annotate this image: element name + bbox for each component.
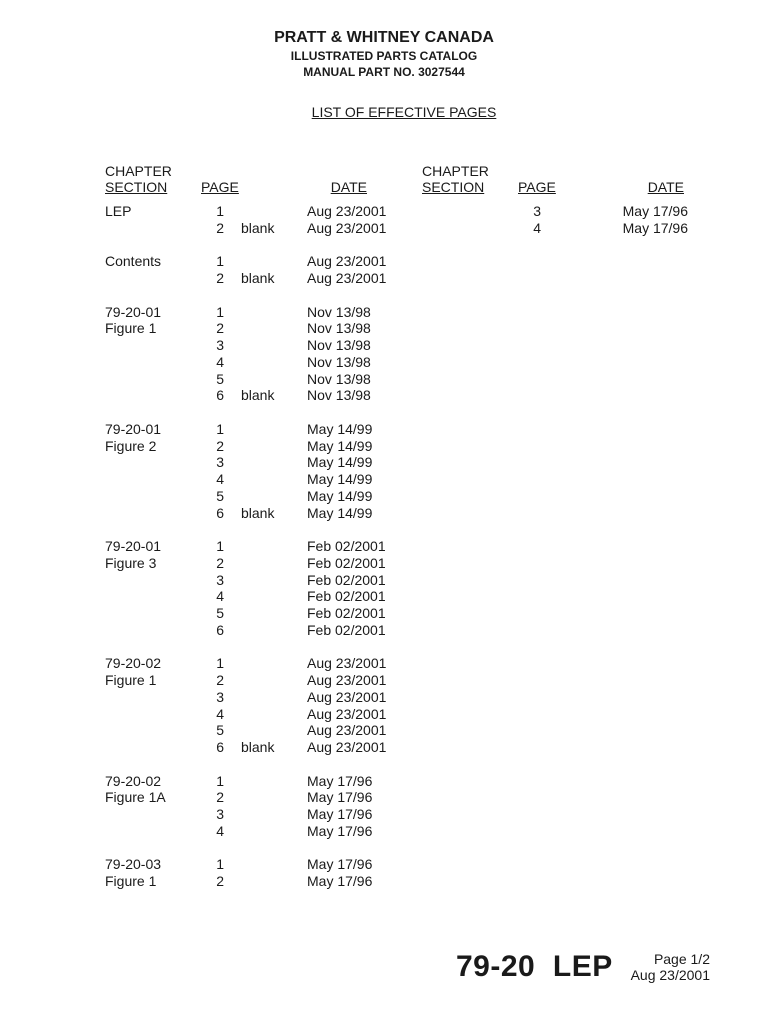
page-number: 5 (216, 722, 224, 739)
page-date: May 17/96 (307, 789, 373, 806)
section-label: LEP (105, 203, 132, 219)
page-number: 1 (216, 655, 224, 672)
section-label: Figure 1 (105, 873, 157, 889)
page-date: Feb 02/2001 (307, 571, 386, 588)
page-date: May 14/99 (307, 437, 373, 454)
page-date: May 14/99 (307, 454, 373, 471)
page-date: May 17/96 (307, 806, 373, 822)
right-date-header: DATE (647, 179, 684, 195)
manual-part-number: MANUAL PART NO. 3027544 (303, 65, 465, 79)
chapter-code: 79-20 LEP (456, 950, 613, 983)
page-date: Nov 13/98 (307, 337, 371, 353)
page-number: 3 (216, 571, 224, 588)
page-date: Aug 23/2001 (307, 722, 387, 739)
page-date: Nov 13/98 (307, 353, 371, 370)
page-date: May 17/96 (307, 772, 373, 789)
page-number: 1 (216, 303, 224, 320)
page-date: May 17/96 (622, 219, 688, 236)
page-date: Aug 23/2001 (307, 203, 387, 219)
catalog-title: ILLUSTRATED PARTS CATALOG (290, 49, 478, 63)
page-number: 2 (216, 270, 224, 286)
left-date-header: DATE (330, 179, 367, 195)
section-label: 79-20-02 (105, 655, 162, 672)
page-number: 3 (216, 454, 224, 471)
page-number: 4 (216, 705, 224, 722)
page-number: 1 (216, 856, 224, 873)
page-note: blank (241, 739, 275, 755)
page-date: Aug 23/2001 (307, 270, 387, 286)
page-number: 2 (216, 554, 224, 571)
page-date: May 14/99 (307, 504, 373, 521)
page-date: May 17/96 (307, 873, 373, 889)
page-date: May 17/96 (307, 822, 373, 839)
page-number: 4 (216, 588, 224, 605)
page-date: May 14/99 (307, 487, 373, 504)
page-date: Feb 02/2001 (307, 605, 386, 621)
section-label: 79-20-01 (105, 303, 162, 320)
page-number: 1 (216, 253, 224, 270)
company-name: PRATT & WHITNEY CANADA (274, 29, 494, 46)
section-label: Figure 2 (105, 437, 157, 454)
page-number: 1 (216, 420, 224, 437)
section-label: Figure 1 (105, 672, 157, 688)
page-date: Feb 02/2001 (307, 621, 386, 638)
left-chapter-header: CHAPTER (105, 163, 172, 179)
section-label: 79-20-01 (105, 538, 162, 554)
page-number: 1 (216, 538, 224, 554)
page-number: 6 (216, 387, 224, 404)
page-number: 6 (216, 504, 224, 521)
page-note: blank (241, 219, 275, 236)
page-date: Feb 02/2001 (307, 538, 386, 554)
section-label: 79-20-01 (105, 420, 162, 437)
page-number: 3 (533, 203, 541, 219)
right-page-header: PAGE (518, 179, 556, 195)
page-number: 4 (216, 471, 224, 487)
page-number: 4 (533, 219, 541, 236)
page-number: 1 (216, 203, 224, 219)
page-number: 6 (216, 621, 224, 638)
footer-date: Aug 23/2001 (630, 967, 710, 983)
page-date: Feb 02/2001 (307, 588, 386, 605)
section-label: 79-20-02 (105, 772, 162, 789)
page-number: 5 (216, 370, 224, 387)
page-number: 5 (216, 487, 224, 504)
page-date: Nov 13/98 (307, 320, 371, 337)
page-number: 2 (216, 437, 224, 454)
page-number: 3 (216, 337, 224, 353)
page-number: 6 (216, 739, 224, 755)
section-label: Figure 3 (105, 554, 157, 571)
page-date: Aug 23/2001 (307, 705, 387, 722)
page-date: May 17/96 (622, 203, 688, 219)
right-section-header: SECTION (422, 179, 485, 195)
footer-page-number: Page 1/2 (653, 951, 710, 967)
page-note: blank (241, 504, 275, 521)
page-date: Aug 23/2001 (307, 739, 387, 755)
page-date: Aug 23/2001 (307, 253, 387, 270)
page-number: 1 (216, 772, 224, 789)
page-date: Aug 23/2001 (307, 688, 387, 705)
page-number: 4 (216, 822, 224, 839)
page-number: 2 (216, 672, 224, 688)
page-date: May 17/96 (307, 856, 373, 873)
section-label: 79-20-03 (105, 856, 162, 873)
page-number: 2 (216, 320, 224, 337)
page-date: May 14/99 (307, 420, 373, 437)
left-page-header: PAGE (201, 179, 239, 195)
page-number: 3 (216, 688, 224, 705)
page-date: Feb 02/2001 (307, 554, 386, 571)
page-note: blank (241, 270, 275, 286)
section-label: Figure 1 (105, 320, 157, 337)
page-number: 3 (216, 806, 224, 822)
page-number: 2 (216, 873, 224, 889)
page-date: May 14/99 (307, 471, 373, 487)
list-title-text: LIST OF EFFECTIVE PAGES (311, 104, 497, 120)
page-note: blank (241, 387, 275, 404)
left-section-header: SECTION (105, 179, 168, 195)
section-label: Figure 1A (105, 789, 166, 806)
page-number: 4 (216, 353, 224, 370)
page-date: Nov 13/98 (307, 303, 371, 320)
page-date: Aug 23/2001 (307, 219, 387, 236)
page-number: 5 (216, 605, 224, 621)
page-number: 2 (216, 219, 224, 236)
page-date: Aug 23/2001 (307, 655, 387, 672)
right-chapter-header: CHAPTER (422, 163, 489, 179)
list-title (0, 104, 768, 120)
page-date: Nov 13/98 (307, 387, 371, 404)
page-number: 2 (216, 789, 224, 806)
page-date: Aug 23/2001 (307, 672, 387, 688)
section-label: Contents (105, 253, 162, 270)
page-date: Nov 13/98 (307, 370, 371, 387)
